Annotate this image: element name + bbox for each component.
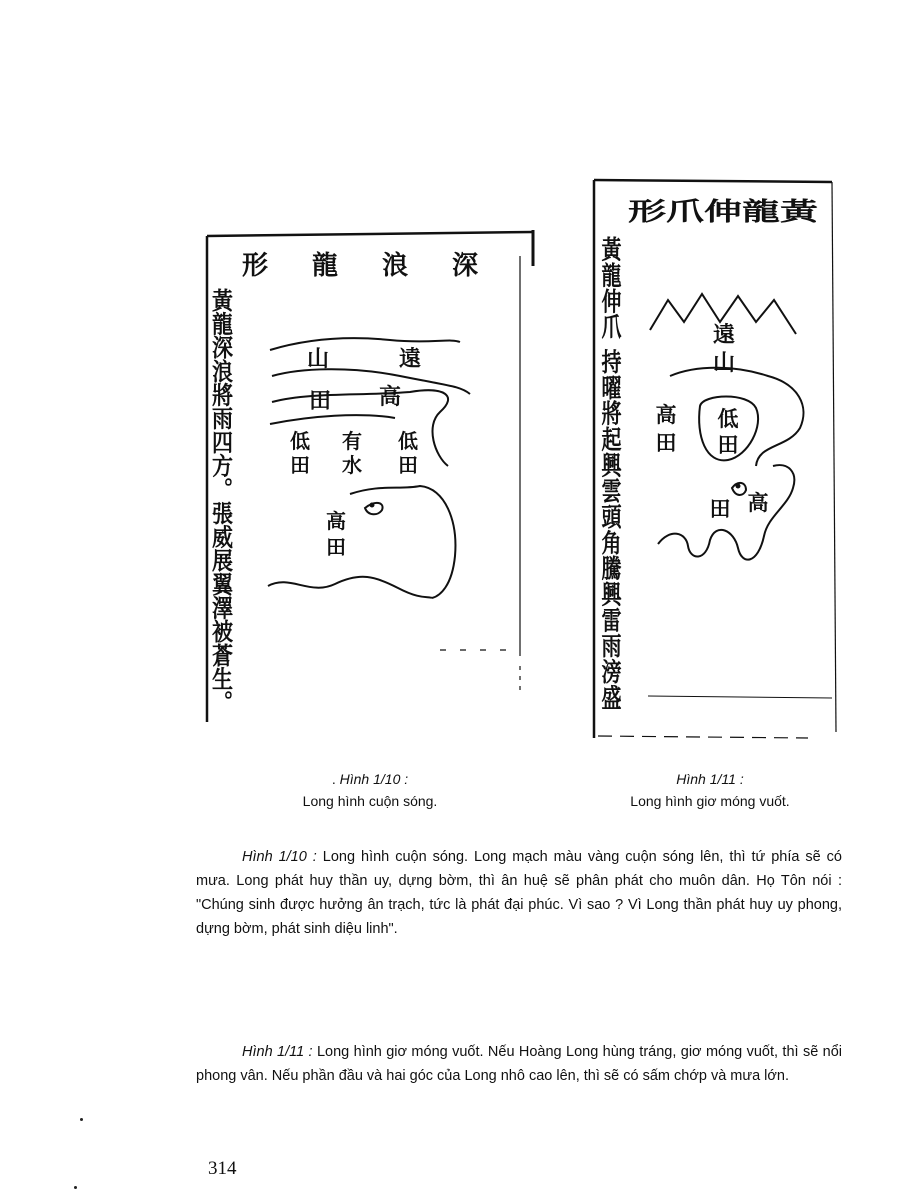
left-label-low-1: 低 bbox=[290, 429, 310, 453]
left-label-water: 水 bbox=[342, 453, 362, 477]
left-label-mountain: 山 bbox=[306, 346, 330, 372]
right-label-high-2: 高 bbox=[747, 490, 769, 515]
left-label-far: 遠 bbox=[398, 346, 422, 372]
left-title-char-1: 形 bbox=[241, 251, 269, 281]
left-label-field-4: 田 bbox=[326, 535, 346, 559]
caption-left-text: Long hình cuộn sóng. bbox=[302, 793, 438, 809]
scan-speck bbox=[74, 1186, 77, 1189]
paragraph-2-label: Hình 1/11 : bbox=[242, 1044, 313, 1060]
caption-right-text: Long hình giơ móng vuốt. bbox=[630, 793, 790, 809]
right-title: 形爪伸龍黃 bbox=[628, 197, 822, 226]
left-label-low-2: 低 bbox=[398, 429, 418, 453]
paragraph-1-text: Long hình cuộn sóng. Long mạch màu vàng cuộn sóng lên, thì tứ phía sẽ có mưa. Long phát huy thần uy, dựng bờm, thì ân huệ sẽ phân phát cho muôn dân. Họ Tôn nói : "Chúng sinh được hưởng ân trạch, tức là phát đại phúc. Vì sao ? Vì Long thần phát huy uy phong, dựng bờm, phát sinh diệu linh". bbox=[196, 849, 842, 937]
page-number: 314 bbox=[208, 1158, 237, 1179]
left-label-field-2: 田 bbox=[290, 453, 310, 477]
right-label-mountain: 山 bbox=[712, 350, 736, 376]
right-label-field-2: 田 bbox=[717, 432, 739, 457]
paragraph-figure-1-10 bbox=[196, 845, 842, 941]
right-label-high-1: 高 bbox=[655, 402, 677, 427]
left-label-high-2: 高 bbox=[326, 509, 346, 533]
right-label-field-3: 田 bbox=[709, 496, 731, 521]
caption-right-label: Hình 1/11 : bbox=[676, 771, 744, 787]
left-title-char-3: 浪 bbox=[381, 251, 409, 281]
caption-figure-1-11 bbox=[560, 768, 860, 812]
caption-left-prefix: . bbox=[331, 771, 340, 787]
right-label-far: 遠 bbox=[712, 322, 736, 348]
caption-figure-1-10 bbox=[230, 768, 510, 812]
scan-speck bbox=[80, 1118, 83, 1121]
left-title-char-4: 深 bbox=[451, 251, 479, 281]
figure-left bbox=[200, 226, 538, 726]
left-label-high-1: 高 bbox=[378, 384, 402, 410]
right-label-low: 低 bbox=[717, 406, 739, 431]
paragraph-figure-1-11 bbox=[196, 1040, 842, 1088]
right-vertical-inscription: 黃龍伸爪 持曜將起興雲頭角騰興雷雨滂盛 bbox=[598, 236, 622, 603]
left-label-field-3: 田 bbox=[398, 453, 418, 477]
figure-right-illustration bbox=[588, 176, 840, 748]
paragraph-2-text: Long hình giơ móng vuốt. Nếu Hoàng Long hùng tráng, giơ móng vuốt, thì sẽ nổi phong vân. Nếu phần đầu và hai góc của Long nhô cao lên, thì sẽ có sấm chớp và mưa lớn. bbox=[196, 1044, 843, 1084]
right-label-field-1: 田 bbox=[655, 430, 677, 455]
left-label-field-1: 田 bbox=[308, 388, 332, 414]
figure-right bbox=[588, 176, 840, 748]
left-label-has: 有 bbox=[342, 429, 362, 453]
caption-left-label: Hình 1/10 : bbox=[339, 771, 409, 787]
left-vertical-inscription: 黃龍深浪將雨四方。張威展翼澤被蒼生。 bbox=[209, 288, 235, 666]
left-title-char-2: 龍 bbox=[311, 251, 339, 281]
figure-left-illustration bbox=[200, 226, 538, 726]
paragraph-1-label: Hình 1/10 : bbox=[242, 849, 317, 865]
